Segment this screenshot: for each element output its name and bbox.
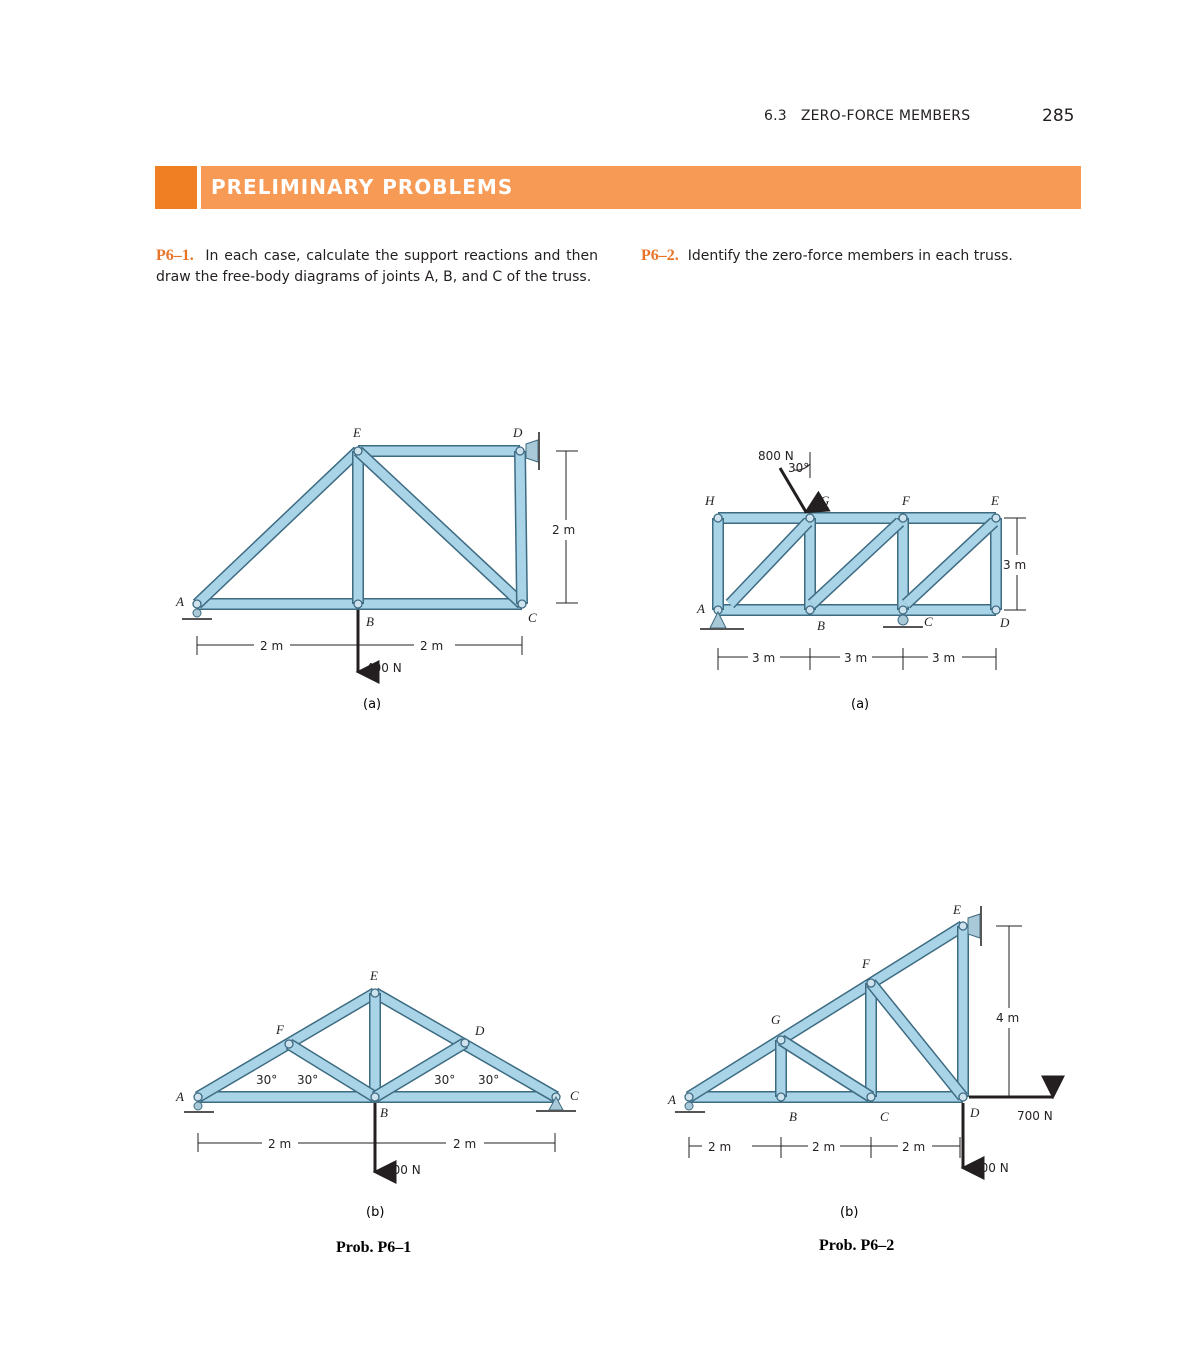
- joint-e: [959, 922, 967, 930]
- label-h: H: [705, 493, 715, 508]
- banner-title: PRELIMINARY PROBLEMS: [211, 175, 514, 199]
- section-title: ZERO-FORCE MEMBERS: [800, 108, 971, 124]
- label-e: E: [370, 968, 378, 983]
- joint-b: [806, 606, 814, 614]
- label-a: A: [697, 601, 705, 616]
- problem-number: P6–1.: [156, 247, 194, 264]
- angle-label: 30°: [297, 1073, 319, 1087]
- figure-p6-2b: [667, 902, 1053, 1254]
- joint-b: [777, 1093, 785, 1101]
- prob-label-p6-1: Prob. P6–1: [336, 1239, 412, 1256]
- joint-c: [518, 600, 526, 608]
- label-e: E: [991, 493, 999, 508]
- load-value: 800 N: [758, 449, 794, 463]
- dim-span: 2 m: [812, 1140, 836, 1154]
- problem-text: Identify the zero-force members in each truss.: [687, 248, 1013, 264]
- caption-b: (b): [366, 1205, 385, 1220]
- load-value: 600 N: [385, 1163, 421, 1177]
- prob-label-p6-2: Prob. P6–2: [819, 1237, 895, 1254]
- label-g: G: [820, 493, 830, 508]
- label-b: B: [366, 614, 374, 629]
- label-f: F: [862, 956, 870, 971]
- dim-bc: 2 m: [420, 639, 444, 653]
- load-value: 400 N: [366, 661, 402, 675]
- section-number: 6.3: [764, 108, 787, 124]
- dim-height: 3 m: [1003, 558, 1027, 572]
- label-c: C: [924, 614, 933, 629]
- joint-d: [461, 1039, 469, 1047]
- joint-g: [777, 1036, 785, 1044]
- page-number: 285: [1042, 106, 1075, 126]
- label-a: A: [668, 1092, 676, 1107]
- dim-height: 2 m: [552, 523, 576, 537]
- load-value: 700 N: [1017, 1109, 1053, 1123]
- angle-label: 30°: [788, 461, 810, 475]
- roller-support: [182, 609, 212, 619]
- dim-span: 3 m: [752, 651, 776, 665]
- figure-p6-1a: [175, 425, 578, 712]
- label-f: F: [902, 493, 910, 508]
- joint-g: [806, 514, 814, 522]
- label-b: B: [817, 618, 825, 633]
- caption-a: (a): [363, 697, 382, 712]
- joint-d: [959, 1093, 967, 1101]
- roller-support: [675, 1102, 705, 1112]
- dim-span: 2 m: [902, 1140, 926, 1154]
- roller-support: [184, 1102, 214, 1112]
- problem-number: P6–2.: [641, 247, 679, 264]
- joint-e: [354, 447, 362, 455]
- dim-ab: 2 m: [260, 639, 284, 653]
- label-a: A: [176, 1089, 184, 1104]
- label-a: A: [176, 594, 184, 609]
- joint-a: [685, 1093, 693, 1101]
- joint-h: [714, 514, 722, 522]
- label-c: C: [570, 1088, 579, 1103]
- dim-span: 3 m: [844, 651, 868, 665]
- label-g: G: [771, 1012, 781, 1027]
- angle-label: 30°: [478, 1073, 500, 1087]
- dim-bc: 2 m: [453, 1137, 477, 1151]
- label-d: D: [475, 1023, 485, 1038]
- pin-support: [968, 906, 981, 946]
- joint-e: [371, 989, 379, 997]
- joint-b: [354, 600, 362, 608]
- joint-d: [516, 447, 524, 455]
- label-c: C: [528, 610, 537, 625]
- caption-a: (a): [851, 697, 870, 712]
- joint-f: [899, 514, 907, 522]
- dim-span: 3 m: [932, 651, 956, 665]
- label-e: E: [353, 425, 361, 440]
- dim-span: 2 m: [708, 1140, 732, 1154]
- joint-c: [867, 1093, 875, 1101]
- truss-members: [197, 451, 522, 604]
- problem-text: In each case, calculate the support reactions and then draw the free-body diagrams of joints A, B, and C of the truss.: [156, 248, 599, 285]
- label-e: E: [953, 902, 961, 917]
- angle-label: 30°: [434, 1073, 456, 1087]
- label-d: D: [1000, 615, 1010, 630]
- label-d: D: [970, 1105, 980, 1120]
- joint-a: [194, 1093, 202, 1101]
- label-d: D: [513, 425, 523, 440]
- pin-support: [526, 432, 539, 470]
- joint-b: [371, 1093, 379, 1101]
- label-f: F: [276, 1022, 284, 1037]
- joint-e: [992, 514, 1000, 522]
- joint-f: [285, 1040, 293, 1048]
- joint-d: [992, 606, 1000, 614]
- dim-ab: 2 m: [268, 1137, 292, 1151]
- label-b: B: [380, 1105, 388, 1120]
- caption-b: (b): [840, 1205, 859, 1220]
- joint-f: [867, 979, 875, 987]
- figure-p6-2a: [696, 449, 1026, 712]
- joint-c: [899, 606, 907, 614]
- dim-height: 4 m: [996, 1011, 1020, 1025]
- roller-support: [883, 615, 923, 627]
- label-b: B: [789, 1109, 797, 1124]
- label-c: C: [880, 1109, 889, 1124]
- load-value: 500 N: [973, 1161, 1009, 1175]
- angle-label: 30°: [256, 1073, 278, 1087]
- joint-a: [193, 600, 201, 608]
- figure-p6-1b: [175, 968, 579, 1256]
